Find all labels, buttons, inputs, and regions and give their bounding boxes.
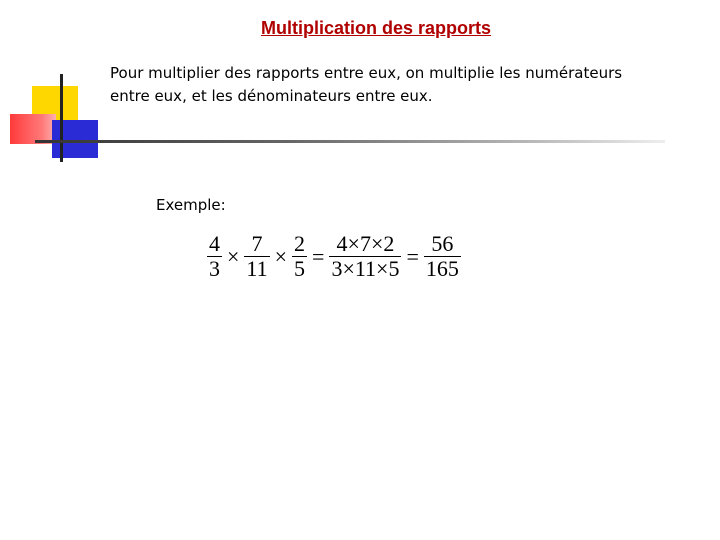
multiply-sign: × [227, 243, 240, 269]
fraction-5 [424, 232, 461, 281]
equation [204, 232, 464, 281]
fraction-1 [207, 232, 222, 281]
numerator: 4 [209, 231, 220, 256]
denominator: 11 [246, 256, 268, 281]
slide-title: Multiplication des rapports [260, 18, 492, 38]
denominator: 165 [425, 256, 459, 281]
equals-sign: = [406, 243, 419, 269]
numerator: 56 [431, 231, 454, 256]
denominator: 3×11×5 [331, 256, 400, 281]
multiply-sign: × [274, 243, 288, 269]
equals-sign: = [312, 243, 325, 269]
body-line-1: Pour multiplier des rapports entre eux, on multiplie les numérateurs [110, 64, 623, 82]
fraction-4 [329, 232, 401, 281]
example-label: Exemple: [156, 196, 226, 214]
body-paragraph [110, 62, 690, 108]
numerator: 7 [251, 231, 263, 256]
denominator: 5 [294, 256, 306, 281]
denominator: 3 [209, 256, 220, 281]
numerator: 2 [294, 231, 306, 256]
numerator: 4×7×2 [336, 231, 395, 256]
body-line-2: entre eux, et les dénominateurs entre eux. [110, 87, 433, 105]
fraction-2 [244, 232, 269, 281]
decorative-horizontal-line [35, 140, 665, 143]
decorative-vertical-line [60, 74, 63, 162]
fraction-3 [292, 232, 307, 281]
decorative-blue-square [52, 120, 98, 158]
